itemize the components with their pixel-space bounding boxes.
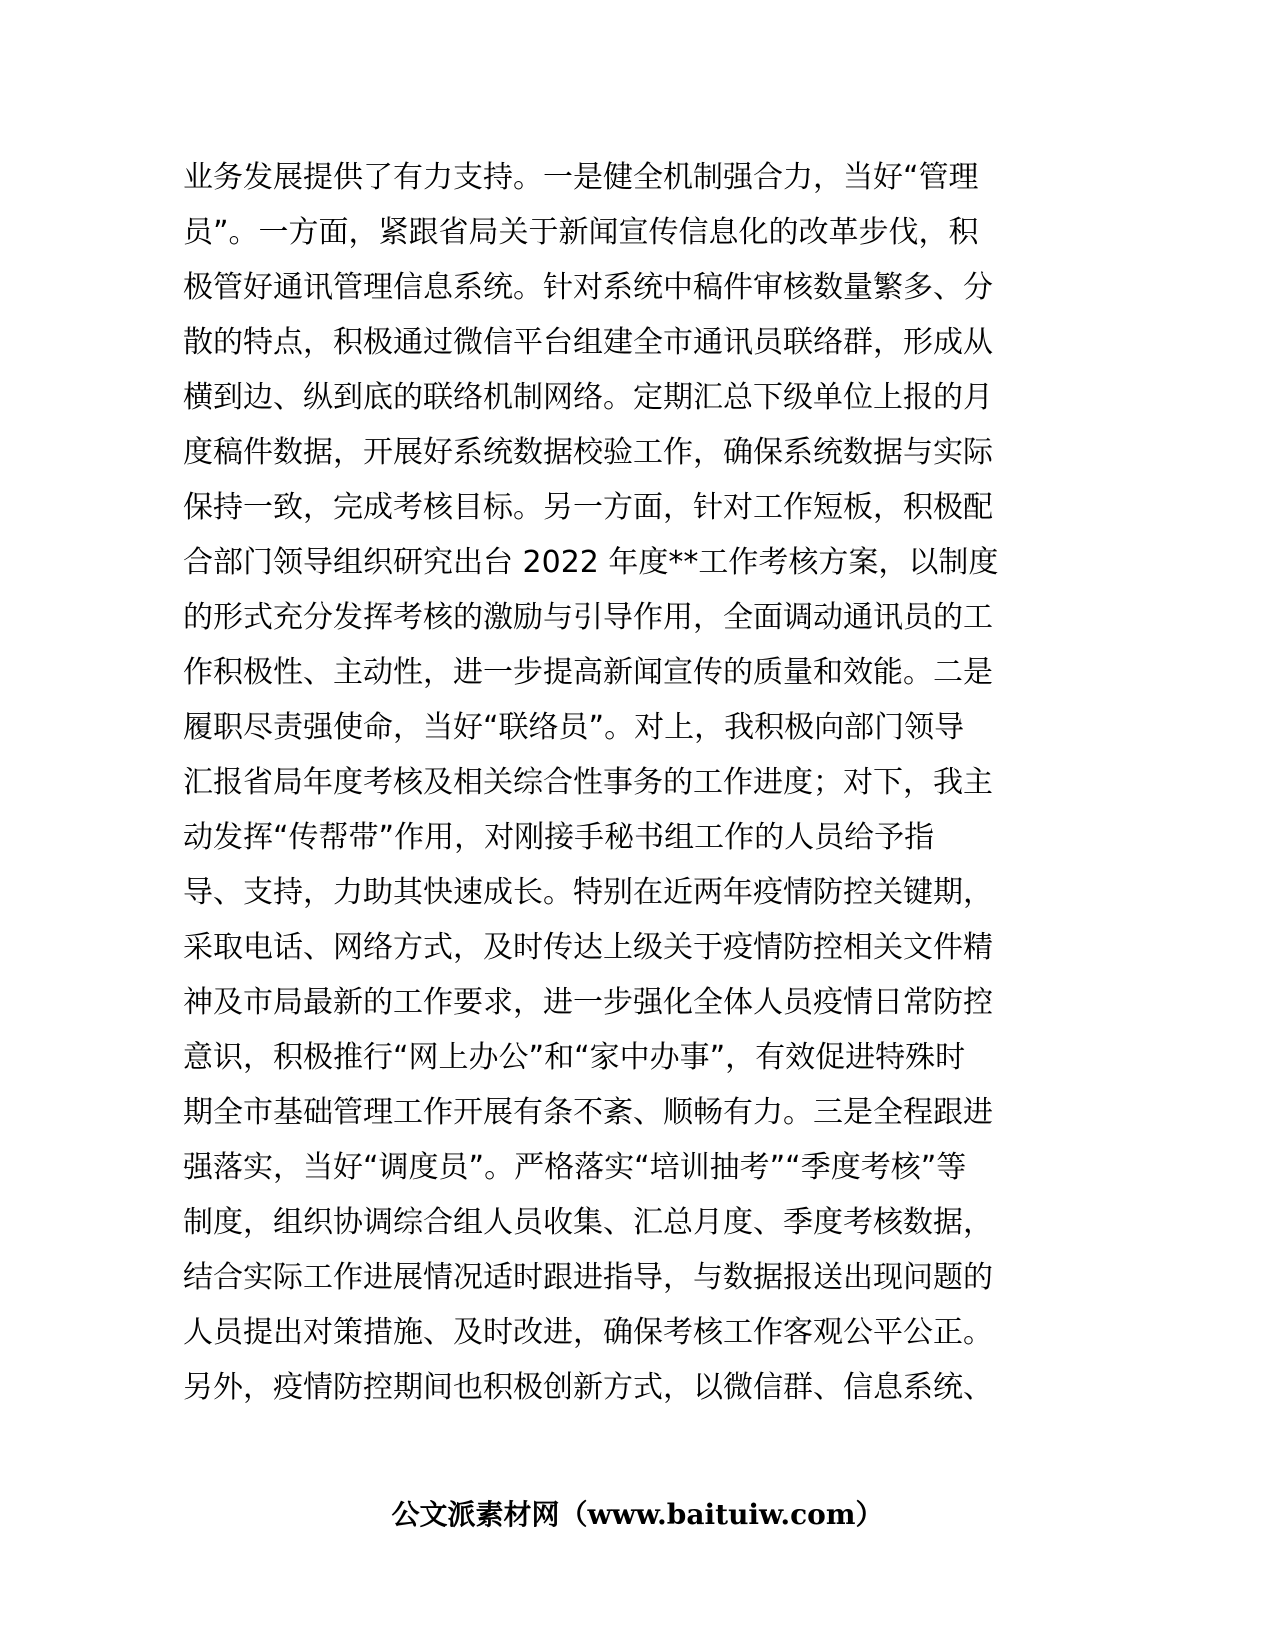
text-line: 保持一致，完成考核目标。另一方面，针对工作短板，积极配 (183, 490, 993, 525)
text-line: 另外，疫情防控期间也积极创新方式，以微信群、信息系统、 (183, 1370, 993, 1405)
text-line: 员”。一方面，紧跟省局关于新闻宣传信息化的改革步伐，积 (183, 215, 979, 250)
text-line: 意识，积极推行“网上办公”和“家中办事”，有效促进特殊时 (183, 1040, 966, 1075)
text-line: 的形式充分发挥考核的激励与引导作用，全面调动通讯员的工 (183, 600, 993, 635)
text-line: 导、支持，力助其快速成长。特别在近两年疫情防控关键期， (183, 875, 993, 910)
text-line: 作积极性、主动性，进一步提高新闻宣传的质量和效能。二是 (183, 655, 993, 690)
text-line: 度稿件数据，开展好系统数据校验工作，确保系统数据与实际 (183, 435, 993, 470)
text-line: 动发挥“传帮带”作用，对刚接手秘书组工作的人员给予指 (183, 820, 935, 855)
text-line: 履职尽责强使命，当好“联络员”。对上，我积极向部门领导 (183, 710, 965, 745)
text-line: 横到边、纵到底的联络机制网络。定期汇总下级单位上报的月 (183, 380, 993, 415)
body-text (183, 150, 1043, 1415)
text-line: 人员提出对策措施、及时改进，确保考核工作客观公平公正。 (183, 1315, 993, 1350)
text-line: 汇报省局年度考核及相关综合性事务的工作进度；对下，我主 (183, 765, 993, 800)
text-line: 结合实际工作进展情况适时跟进指导，与数据报送出现问题的 (183, 1260, 993, 1295)
text-line: 业务发展提供了有力支持。一是健全机制强合力，当好“管理 (183, 160, 979, 195)
text-line: 极管好通讯管理信息系统。针对系统中稿件审核数量繁多、分 (183, 270, 993, 305)
text-line: 强落实，当好“调度员”。严格落实“培训抽考”“季度考核”等 (183, 1150, 967, 1185)
text-line: 采取电话、网络方式，及时传达上级关于疫情防控相关文件精 (183, 930, 993, 965)
page-footer: 公文派素材网（www.baituiw.com） (391, 1498, 884, 1531)
text-line: 期全市基础管理工作开展有条不紊、顺畅有力。三是全程跟进 (183, 1095, 993, 1130)
text-line: 制度，组织协调综合组人员收集、汇总月度、季度考核数据， (183, 1205, 993, 1240)
text-line: 神及市局最新的工作要求，进一步强化全体人员疫情日常防控 (183, 985, 993, 1020)
text-line: 散的特点，积极通过微信平台组建全市通讯员联络群，形成从 (183, 325, 993, 360)
text-line: 合部门领导组织研究出台 2022 年度**工作考核方案，以制度 (183, 545, 999, 580)
